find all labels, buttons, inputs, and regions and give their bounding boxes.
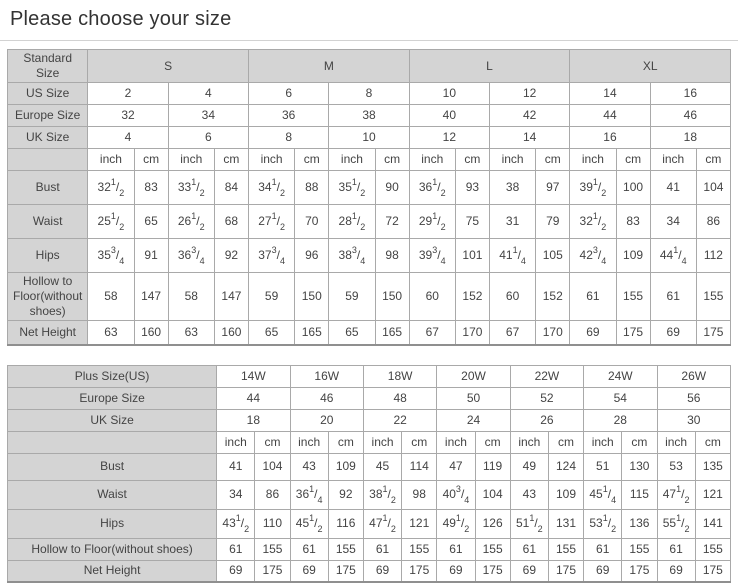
size-value-cell: 56 <box>657 387 731 409</box>
measurement-value-cell: 61 <box>363 538 401 560</box>
measurement-value-cell: 92 <box>328 480 363 509</box>
size-value-cell: 4 <box>88 127 168 149</box>
measurement-value-cell: 160 <box>214 321 248 345</box>
unit-cell: cm <box>548 431 583 453</box>
measurement-value-cell: 72 <box>375 205 409 239</box>
size-value-cell: 34 <box>168 105 248 127</box>
measurement-value-cell: $36^1/_4$ <box>290 480 328 509</box>
unit-cell: cm <box>214 149 248 171</box>
size-value-cell: 46 <box>290 387 363 409</box>
unit-cell: inch <box>650 149 696 171</box>
measurement-value-cell: $38^3/_4$ <box>329 239 375 273</box>
page-title: Please choose your size <box>10 8 738 31</box>
measurement-value-cell: $51^1/_2$ <box>510 509 548 538</box>
measurement-value-cell: 165 <box>295 321 329 345</box>
unit-cell: inch <box>510 431 548 453</box>
measurement-value-cell: 175 <box>548 560 583 582</box>
measurement-value-cell: $35^1/_2$ <box>329 171 375 205</box>
size-value-cell: 2 <box>88 83 168 105</box>
measurement-value-cell: 175 <box>616 321 650 345</box>
measurement-value-cell: $38^1/_2$ <box>363 480 401 509</box>
measurement-value-cell: 68 <box>214 205 248 239</box>
measurement-value-cell: 147 <box>134 273 168 321</box>
size-value-cell: 40 <box>409 105 489 127</box>
table-row <box>8 171 731 205</box>
measurement-value-cell: 69 <box>584 560 622 582</box>
size-value-cell: 14 <box>489 127 569 149</box>
table-row <box>8 149 731 171</box>
measurement-value-cell: 121 <box>695 480 730 509</box>
measurement-value-cell: 112 <box>696 239 730 273</box>
measurement-value-cell: 69 <box>657 560 695 582</box>
measurement-value-cell: 61 <box>290 538 328 560</box>
table-row <box>8 409 731 431</box>
measurement-value-cell: 155 <box>475 538 510 560</box>
size-value-cell: 16 <box>570 127 650 149</box>
unit-cell: cm <box>134 149 168 171</box>
unit-cell: inch <box>88 149 134 171</box>
size-value-cell: 36 <box>249 105 329 127</box>
size-group-cell: S <box>88 50 249 83</box>
size-value-cell: 30 <box>657 409 731 431</box>
measurement-value-cell: $28^1/_2$ <box>329 205 375 239</box>
measurement-value-cell: $39^3/_4$ <box>409 239 455 273</box>
size-value-cell: 20 <box>290 409 363 431</box>
measurement-value-cell: $42^3/_4$ <box>570 239 616 273</box>
measurement-value-cell: 84 <box>214 171 248 205</box>
measurement-value-cell: $36^1/_2$ <box>409 171 455 205</box>
row-label-cell: Europe Size <box>8 387 217 409</box>
table-row <box>8 273 731 321</box>
measurement-value-cell: $25^1/_2$ <box>88 205 134 239</box>
measurement-value-cell: 61 <box>217 538 255 560</box>
measurement-value-cell: 126 <box>475 509 510 538</box>
table-row <box>8 365 731 387</box>
unit-cell: inch <box>363 431 401 453</box>
measurement-value-cell: $41^1/_4$ <box>489 239 535 273</box>
row-label-cell: Hollow to Floor(without shoes) <box>8 538 217 560</box>
measurement-value-cell: 170 <box>536 321 570 345</box>
table-row <box>8 83 731 105</box>
size-value-cell: 54 <box>584 387 657 409</box>
unit-cell: cm <box>616 149 650 171</box>
measurement-value-cell: 79 <box>536 205 570 239</box>
size-value-cell: 26 <box>510 409 583 431</box>
measurement-value-cell: 86 <box>255 480 290 509</box>
measurement-value-cell: 61 <box>584 538 622 560</box>
size-value-cell: 26W <box>657 365 731 387</box>
measurement-value-cell: 91 <box>134 239 168 273</box>
measurement-value-cell: 61 <box>650 273 696 321</box>
row-label-cell <box>8 149 88 171</box>
measurement-value-cell: 61 <box>510 538 548 560</box>
plus-size-table <box>7 365 731 583</box>
measurement-value-cell: $49^1/_2$ <box>437 509 475 538</box>
measurement-value-cell: 86 <box>696 205 730 239</box>
measurement-value-cell: $55^1/_2$ <box>657 509 695 538</box>
table-row <box>8 50 731 83</box>
size-value-cell: 38 <box>329 105 409 127</box>
measurement-value-cell: 83 <box>616 205 650 239</box>
row-label-cell: UK Size <box>8 409 217 431</box>
measurement-value-cell: 175 <box>402 560 437 582</box>
size-value-cell: 44 <box>217 387 290 409</box>
size-value-cell: 32 <box>88 105 168 127</box>
measurement-value-cell: 65 <box>134 205 168 239</box>
measurement-value-cell: $32^1/_2$ <box>88 171 134 205</box>
table-row <box>8 538 731 560</box>
measurement-value-cell: 61 <box>570 273 616 321</box>
measurement-value-cell: $27^1/_2$ <box>249 205 295 239</box>
size-value-cell: 22W <box>510 365 583 387</box>
unit-cell: inch <box>290 431 328 453</box>
measurement-value-cell: 155 <box>695 538 730 560</box>
row-label-cell: Bust <box>8 171 88 205</box>
size-group-cell: XL <box>570 50 731 83</box>
measurement-value-cell: 150 <box>295 273 329 321</box>
table-row <box>8 453 731 480</box>
row-label-cell: Net Height <box>8 560 217 582</box>
measurement-value-cell: 121 <box>402 509 437 538</box>
measurement-value-cell: $53^1/_2$ <box>584 509 622 538</box>
measurement-value-cell: $40^3/_4$ <box>437 480 475 509</box>
measurement-value-cell: 61 <box>657 538 695 560</box>
measurement-value-cell: 53 <box>657 453 695 480</box>
measurement-value-cell: 83 <box>134 171 168 205</box>
measurement-value-cell: 152 <box>455 273 489 321</box>
measurement-value-cell: 34 <box>217 480 255 509</box>
row-label-cell: Hollow to Floor(without shoes) <box>8 273 88 321</box>
measurement-value-cell: 34 <box>650 205 696 239</box>
size-value-cell: 14 <box>570 83 650 105</box>
measurement-value-cell: 67 <box>409 321 455 345</box>
measurement-value-cell: 141 <box>695 509 730 538</box>
measurement-value-cell: 43 <box>290 453 328 480</box>
measurement-value-cell: 65 <box>249 321 295 345</box>
measurement-value-cell: 155 <box>622 538 657 560</box>
table-row <box>8 127 731 149</box>
table-row <box>8 480 731 509</box>
measurement-value-cell: 110 <box>255 509 290 538</box>
measurement-value-cell: 175 <box>328 560 363 582</box>
measurement-value-cell: 51 <box>584 453 622 480</box>
measurement-value-cell: 75 <box>455 205 489 239</box>
measurement-value-cell: 41 <box>650 171 696 205</box>
size-value-cell: 6 <box>168 127 248 149</box>
measurement-value-cell: 155 <box>402 538 437 560</box>
size-value-cell: 52 <box>510 387 583 409</box>
divider <box>0 40 738 41</box>
measurement-value-cell: 150 <box>375 273 409 321</box>
measurement-value-cell: 116 <box>328 509 363 538</box>
unit-cell: inch <box>409 149 455 171</box>
measurement-value-cell: 109 <box>328 453 363 480</box>
measurement-value-cell: 31 <box>489 205 535 239</box>
unit-cell: cm <box>536 149 570 171</box>
measurement-value-cell: 104 <box>696 171 730 205</box>
table-row <box>8 431 731 453</box>
table-row <box>8 205 731 239</box>
row-label-cell: Hips <box>8 509 217 538</box>
measurement-value-cell: 38 <box>489 171 535 205</box>
row-label-cell: Hips <box>8 239 88 273</box>
size-value-cell: 20W <box>437 365 510 387</box>
unit-cell: cm <box>375 149 409 171</box>
measurement-value-cell: 104 <box>475 480 510 509</box>
row-label-cell: Standard Size <box>8 50 88 83</box>
size-value-cell: 6 <box>249 83 329 105</box>
measurement-value-cell: 69 <box>363 560 401 582</box>
measurement-value-cell: $33^1/_2$ <box>168 171 214 205</box>
size-value-cell: 16W <box>290 365 363 387</box>
measurement-value-cell: $26^1/_2$ <box>168 205 214 239</box>
measurement-value-cell: $35^3/_4$ <box>88 239 134 273</box>
size-value-cell: 14W <box>217 365 290 387</box>
measurement-value-cell: 105 <box>536 239 570 273</box>
measurement-value-cell: 165 <box>375 321 409 345</box>
unit-cell: inch <box>437 431 475 453</box>
table-row <box>8 387 731 409</box>
size-value-cell: 42 <box>489 105 569 127</box>
unit-cell: inch <box>657 431 695 453</box>
measurement-value-cell: 98 <box>402 480 437 509</box>
table-row <box>8 239 731 273</box>
table-row <box>8 509 731 538</box>
size-value-cell: 44 <box>570 105 650 127</box>
measurement-value-cell: 115 <box>622 480 657 509</box>
measurement-value-cell: 61 <box>437 538 475 560</box>
measurement-value-cell: 109 <box>616 239 650 273</box>
measurement-value-cell: 175 <box>696 321 730 345</box>
measurement-value-cell: 130 <box>622 453 657 480</box>
measurement-value-cell: 114 <box>402 453 437 480</box>
measurement-value-cell: 41 <box>217 453 255 480</box>
measurement-value-cell: 170 <box>455 321 489 345</box>
measurement-value-cell: 135 <box>695 453 730 480</box>
size-value-cell: 50 <box>437 387 510 409</box>
measurement-value-cell: 136 <box>622 509 657 538</box>
measurement-value-cell: $32^1/_2$ <box>570 205 616 239</box>
size-value-cell: 22 <box>363 409 436 431</box>
measurement-value-cell: 93 <box>455 171 489 205</box>
measurement-value-cell: $36^3/_4$ <box>168 239 214 273</box>
measurement-value-cell: 88 <box>295 171 329 205</box>
measurement-value-cell: $43^1/_2$ <box>217 509 255 538</box>
row-label-cell: Europe Size <box>8 105 88 127</box>
measurement-value-cell: $47^1/_2$ <box>657 480 695 509</box>
row-label-cell: Waist <box>8 205 88 239</box>
measurement-value-cell: 131 <box>548 509 583 538</box>
unit-cell: cm <box>475 431 510 453</box>
size-value-cell: 12 <box>489 83 569 105</box>
measurement-value-cell: 155 <box>548 538 583 560</box>
measurement-value-cell: 69 <box>290 560 328 582</box>
unit-cell: cm <box>295 149 329 171</box>
unit-cell: inch <box>584 431 622 453</box>
measurement-value-cell: 109 <box>548 480 583 509</box>
measurement-value-cell: 63 <box>168 321 214 345</box>
unit-cell: inch <box>249 149 295 171</box>
measurement-value-cell: $39^1/_2$ <box>570 171 616 205</box>
measurement-value-cell: $45^1/_2$ <box>290 509 328 538</box>
measurement-value-cell: 96 <box>295 239 329 273</box>
measurement-value-cell: 124 <box>548 453 583 480</box>
measurement-value-cell: 63 <box>88 321 134 345</box>
unit-cell: inch <box>168 149 214 171</box>
measurement-value-cell: 47 <box>437 453 475 480</box>
measurement-value-cell: 60 <box>409 273 455 321</box>
measurement-value-cell: 101 <box>455 239 489 273</box>
measurement-value-cell: 97 <box>536 171 570 205</box>
measurement-value-cell: 45 <box>363 453 401 480</box>
unit-cell: cm <box>695 431 730 453</box>
row-label-cell: Plus Size(US) <box>8 365 217 387</box>
measurement-value-cell: 90 <box>375 171 409 205</box>
measurement-value-cell: 175 <box>622 560 657 582</box>
size-value-cell: 28 <box>584 409 657 431</box>
row-label-cell <box>8 431 217 453</box>
unit-cell: cm <box>696 149 730 171</box>
size-value-cell: 8 <box>329 83 409 105</box>
unit-cell: cm <box>455 149 489 171</box>
standard-size-table <box>7 49 731 346</box>
measurement-value-cell: 49 <box>510 453 548 480</box>
measurement-value-cell: 69 <box>437 560 475 582</box>
measurement-value-cell: 43 <box>510 480 548 509</box>
unit-cell: inch <box>329 149 375 171</box>
measurement-value-cell: 119 <box>475 453 510 480</box>
measurement-value-cell: 147 <box>214 273 248 321</box>
measurement-value-cell: 59 <box>329 273 375 321</box>
size-value-cell: 18 <box>217 409 290 431</box>
measurement-value-cell: 60 <box>489 273 535 321</box>
measurement-value-cell: 70 <box>295 205 329 239</box>
measurement-value-cell: 155 <box>616 273 650 321</box>
measurement-value-cell: 98 <box>375 239 409 273</box>
size-value-cell: 12 <box>409 127 489 149</box>
row-label-cell: US Size <box>8 83 88 105</box>
size-value-cell: 10 <box>409 83 489 105</box>
measurement-value-cell: $45^1/_4$ <box>584 480 622 509</box>
size-value-cell: 48 <box>363 387 436 409</box>
measurement-value-cell: 59 <box>249 273 295 321</box>
measurement-value-cell: $34^1/_2$ <box>249 171 295 205</box>
size-value-cell: 4 <box>168 83 248 105</box>
measurement-value-cell: 58 <box>168 273 214 321</box>
measurement-value-cell: 152 <box>536 273 570 321</box>
measurement-value-cell: 104 <box>255 453 290 480</box>
measurement-value-cell: 69 <box>650 321 696 345</box>
measurement-value-cell: 58 <box>88 273 134 321</box>
size-value-cell: 18 <box>650 127 730 149</box>
measurement-value-cell: $37^3/_4$ <box>249 239 295 273</box>
size-value-cell: 10 <box>329 127 409 149</box>
size-value-cell: 24 <box>437 409 510 431</box>
measurement-value-cell: 69 <box>570 321 616 345</box>
row-label-cell: Bust <box>8 453 217 480</box>
size-value-cell: 46 <box>650 105 730 127</box>
row-label-cell: Net Height <box>8 321 88 345</box>
size-group-cell: L <box>409 50 570 83</box>
measurement-value-cell: 69 <box>217 560 255 582</box>
row-label-cell: Waist <box>8 480 217 509</box>
measurement-value-cell: 100 <box>616 171 650 205</box>
size-value-cell: 16 <box>650 83 730 105</box>
size-value-cell: 8 <box>249 127 329 149</box>
measurement-value-cell: $44^1/_4$ <box>650 239 696 273</box>
size-value-cell: 24W <box>584 365 657 387</box>
measurement-value-cell: 155 <box>255 538 290 560</box>
unit-cell: inch <box>570 149 616 171</box>
measurement-value-cell: $47^1/_2$ <box>363 509 401 538</box>
measurement-value-cell: 69 <box>510 560 548 582</box>
measurement-value-cell: 155 <box>696 273 730 321</box>
table-row <box>8 321 731 345</box>
measurement-value-cell: $29^1/_2$ <box>409 205 455 239</box>
unit-cell: cm <box>402 431 437 453</box>
measurement-value-cell: 175 <box>255 560 290 582</box>
measurement-value-cell: 160 <box>134 321 168 345</box>
unit-cell: inch <box>217 431 255 453</box>
unit-cell: cm <box>255 431 290 453</box>
unit-cell: inch <box>489 149 535 171</box>
unit-cell: cm <box>328 431 363 453</box>
measurement-value-cell: 92 <box>214 239 248 273</box>
measurement-value-cell: 175 <box>695 560 730 582</box>
measurement-value-cell: 155 <box>328 538 363 560</box>
size-group-cell: M <box>249 50 410 83</box>
measurement-value-cell: 175 <box>475 560 510 582</box>
table-row <box>8 105 731 127</box>
row-label-cell: UK Size <box>8 127 88 149</box>
unit-cell: cm <box>622 431 657 453</box>
measurement-value-cell: 67 <box>489 321 535 345</box>
size-value-cell: 18W <box>363 365 436 387</box>
measurement-value-cell: 65 <box>329 321 375 345</box>
table-row <box>8 560 731 582</box>
